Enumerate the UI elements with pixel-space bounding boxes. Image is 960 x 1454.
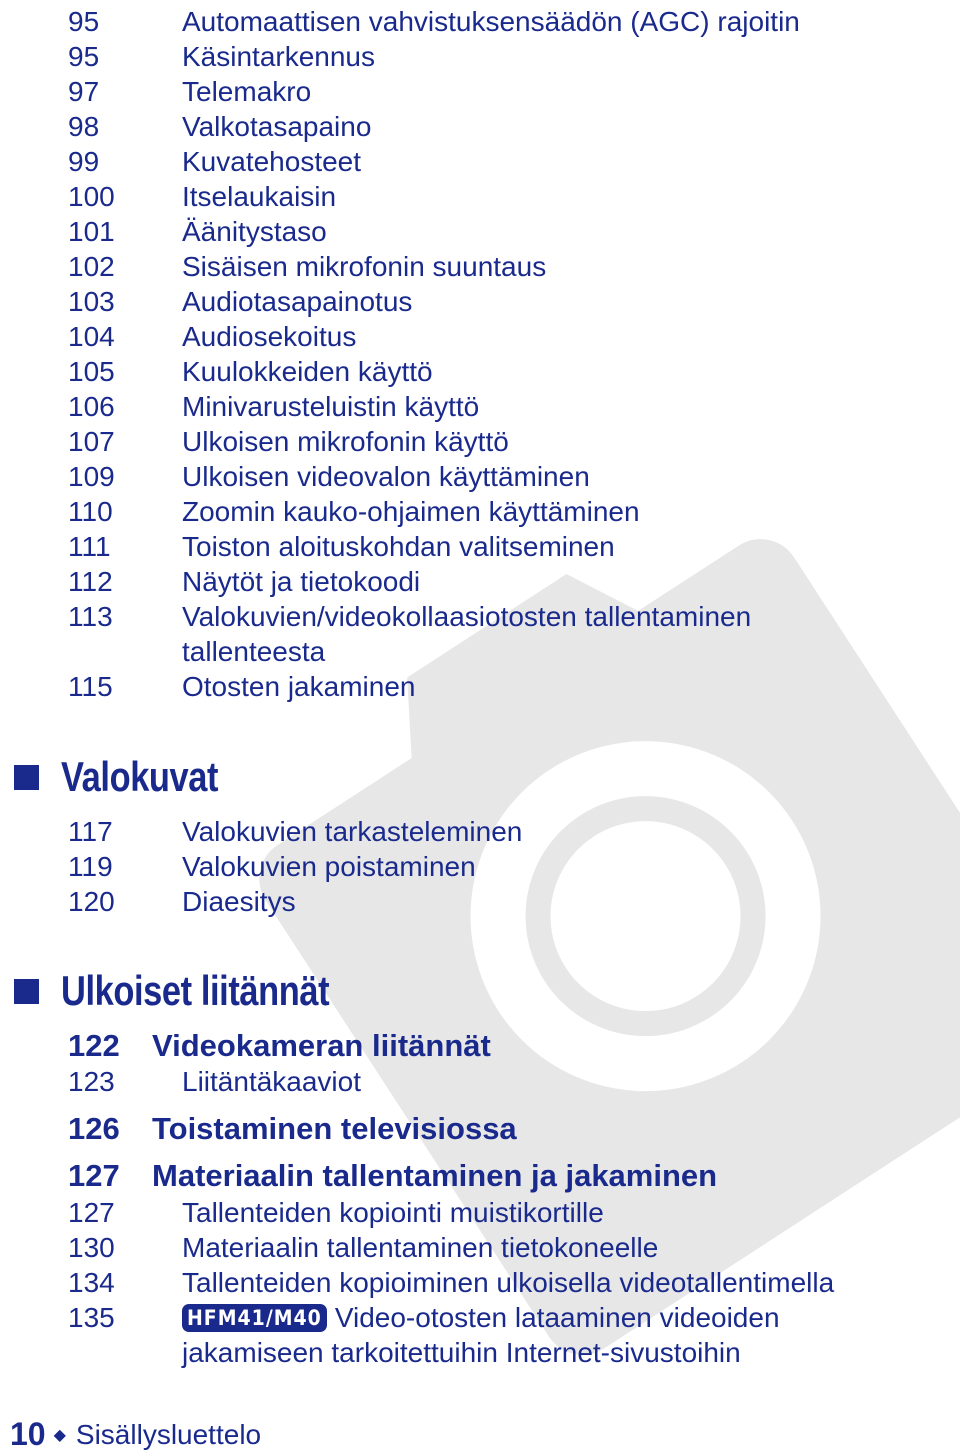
- toc-title: Ulkoisen videovalon käyttäminen: [182, 461, 590, 492]
- toc-title: Näytöt ja tietokoodi: [182, 566, 421, 597]
- page-number: 100: [68, 181, 115, 212]
- page-number: 130: [68, 1232, 115, 1263]
- page-number: 102: [68, 251, 115, 282]
- page-number: 99: [68, 146, 100, 177]
- toc-title: Ulkoisen mikrofonin käyttö: [182, 426, 509, 457]
- toc-title: Kuvatehosteet: [182, 146, 362, 177]
- page-number: 134: [68, 1267, 115, 1298]
- page-number: 112: [68, 566, 113, 597]
- section-heading-connections[interactable]: [14, 966, 388, 1016]
- toc-title: Valokuvien tarkasteleminen: [182, 816, 523, 847]
- toc-title-line: [182, 1300, 780, 1335]
- toc-chapter-title: Materiaalin tallentaminen ja jakaminen: [152, 1158, 718, 1193]
- section-title: Valokuvat: [61, 753, 219, 800]
- toc-title: Sisäisen mikrofonin suuntaus: [182, 251, 547, 282]
- page-number: 127: [68, 1197, 115, 1228]
- toc-title: Äänitystaso: [182, 216, 327, 247]
- page-number: 113: [68, 601, 113, 632]
- toc-title: Valokuvien/videokollaasiotosten tallentaminen: [182, 601, 752, 632]
- page-number: 123: [68, 1066, 115, 1097]
- toc-title: Diaesitys: [182, 886, 296, 917]
- footer-page-number: 10: [10, 1416, 46, 1452]
- page-number: 127: [68, 1158, 120, 1193]
- toc-title: Valokuvien poistaminen: [182, 851, 476, 882]
- footer-label: Sisällysluettelo: [75, 1418, 262, 1450]
- toc-title: Itselaukaisin: [182, 181, 337, 212]
- toc-title: Tallenteiden kopiointi muistikortille: [182, 1197, 604, 1228]
- toc-title: Kuulokkeiden käyttö: [182, 356, 433, 387]
- page-number: 97: [68, 76, 100, 107]
- toc-title: Telemakro: [182, 76, 312, 107]
- page-number: 106: [68, 391, 115, 422]
- toc-chapter-title: Videokameran liitännät: [152, 1028, 491, 1063]
- section-bullet-icon: [14, 765, 39, 790]
- toc-title: Video-otosten lataaminen videoiden: [334, 1302, 780, 1333]
- toc-title: Liitäntäkaaviot: [182, 1066, 362, 1097]
- toc-title: Zoomin kauko-ohjaimen käyttäminen: [182, 496, 640, 527]
- page-number: 120: [68, 886, 115, 917]
- page-footer: [10, 1416, 261, 1453]
- toc-title-continuation: tallenteesta: [182, 636, 326, 667]
- toc-title: Minivarusteluistin käyttö: [182, 391, 480, 422]
- toc-title: Käsintarkennus: [182, 41, 376, 72]
- page-number: 122: [68, 1028, 120, 1063]
- section-heading-photos[interactable]: [14, 752, 253, 802]
- toc-title: Audiotasapainotus: [182, 286, 413, 317]
- page-number: 95: [68, 41, 100, 72]
- section-title: Ulkoiset liitännät: [61, 967, 330, 1014]
- page-number: 110: [68, 496, 113, 527]
- model-badge: HFM41/M40: [182, 1304, 327, 1332]
- toc-title: Audiosekoitus: [182, 321, 357, 352]
- toc-title: Toiston aloituskohdan valitseminen: [182, 531, 615, 562]
- page-number: 103: [68, 286, 115, 317]
- toc-title: Otosten jakaminen: [182, 671, 416, 702]
- page-number: 101: [68, 216, 115, 247]
- diamond-separator-icon: ◆: [53, 1426, 66, 1444]
- toc-title: Materiaalin tallentaminen tietokoneelle: [182, 1232, 659, 1263]
- toc-title: Automaattisen vahvistuksensäädön (AGC) rajoitin: [182, 6, 800, 37]
- page-number: 105: [68, 356, 115, 387]
- page-number: 126: [68, 1111, 120, 1146]
- page-number: 104: [68, 321, 115, 352]
- page-number: 107: [68, 426, 115, 457]
- page-number: 115: [68, 671, 113, 702]
- section-bullet-icon: [14, 979, 39, 1004]
- page-number: 119: [68, 851, 113, 882]
- toc-title-continuation: jakamiseen tarkoitettuihin Internet-sivustoihin: [182, 1337, 741, 1368]
- toc-title: Tallenteiden kopioiminen ulkoisella videotallentimella: [182, 1267, 835, 1298]
- toc-title: Valkotasapaino: [182, 111, 372, 142]
- page-number: 135: [68, 1302, 115, 1333]
- page-number: 95: [68, 6, 100, 37]
- toc-chapter-title: Toistaminen televisiossa: [152, 1111, 517, 1146]
- page-number: 117: [68, 816, 113, 847]
- page-number: 111: [68, 531, 111, 562]
- page-number: 98: [68, 111, 100, 142]
- page-number: 109: [68, 461, 115, 492]
